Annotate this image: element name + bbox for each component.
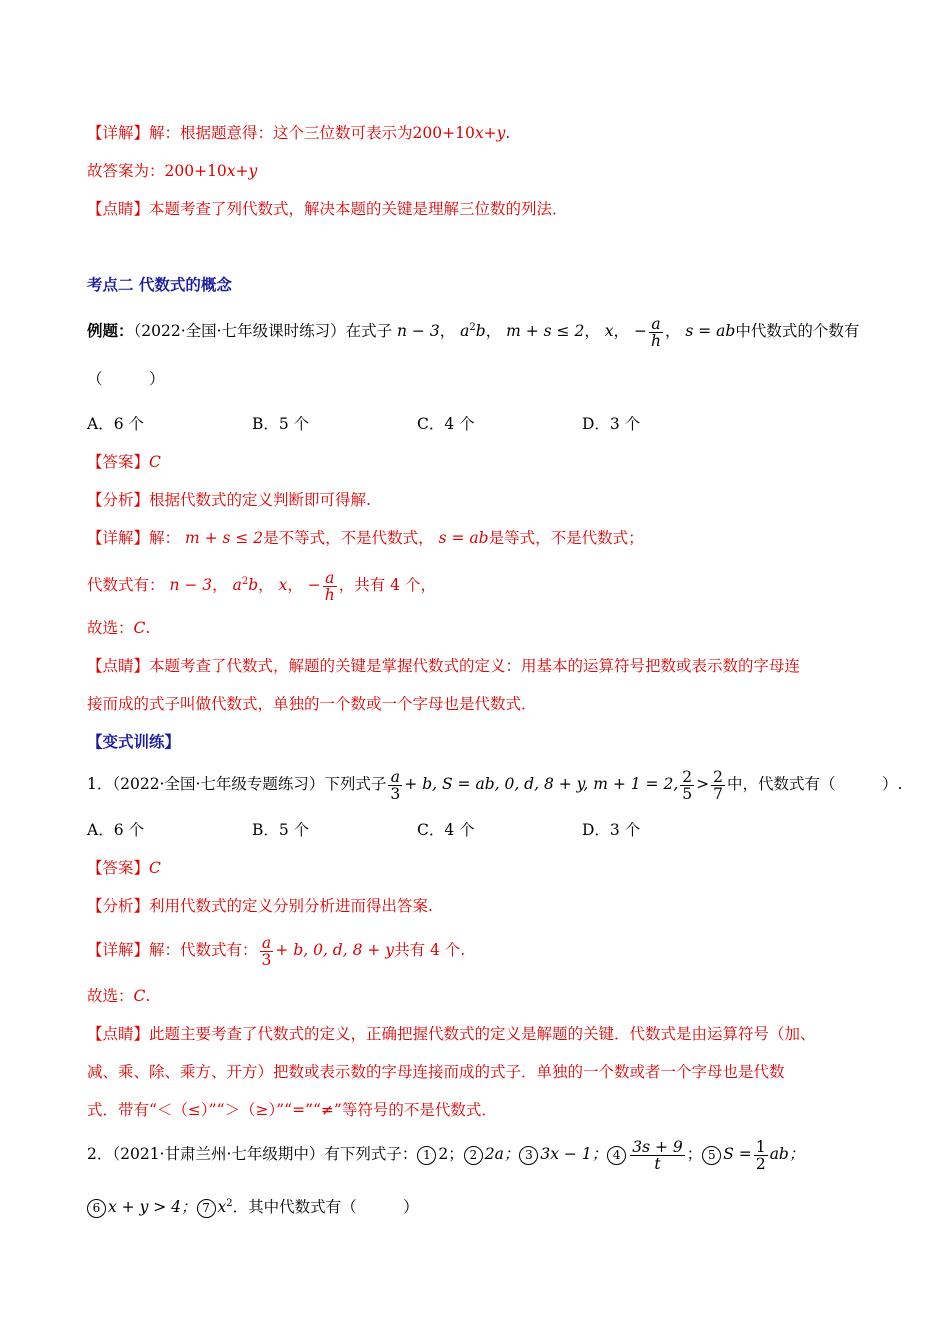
example-paren: （ ）: [87, 370, 165, 388]
q1-comment-line-b: 减、乘、除、乘方、开方）把数或表示数的字母连接而成的式子．单独的一个数或者一个字母也是代数: [87, 1063, 785, 1081]
variant-title: 【变式训练】: [87, 732, 181, 751]
fraction: $\frac{2}{5}$: [682, 767, 693, 803]
option-b: B．5 个: [252, 415, 310, 433]
comment-line-2b: 接而成的式子叫做代数式，单独的一个数或一个字母也是代数式．: [87, 695, 537, 713]
option-a: A．6 个: [87, 821, 144, 839]
question-2-cont: 6 x + y > 4； 7 $x^2$．其中代数式有（ ）: [87, 1193, 419, 1218]
analysis-line: 【分析】根据代数式的定义判断即可得解.: [87, 491, 371, 509]
fraction: $\frac{a}{h}$: [324, 568, 335, 604]
section-title: 考点二 代数式的概念: [87, 275, 232, 294]
fraction: $\frac{a}{h}$: [650, 314, 661, 350]
fraction: $\frac{a}{3}$: [390, 767, 401, 803]
q1-comment-line-c: 式．带有“＜（≤）”“＞（≥）”“=”“≠”等符号的不是代数式．: [87, 1101, 497, 1119]
example-options: [87, 413, 747, 435]
option-c: C．4 个: [417, 821, 475, 839]
comment-line-2a: 【点睛】本题考查了代数式，解题的关键是掌握代数式的定义：用基本的运算符号把数或表示数的字母连: [87, 657, 801, 675]
detail-line-1: 【详解】解：根据题意得：这个三位数可表示为200+10x+y.: [87, 124, 511, 142]
q1-select-line: 故选：C.: [87, 987, 151, 1005]
q1-comment-line-a: 【点睛】此题主要考查了代数式的定义，正确把握代数式的定义是解题的关键．代数式是由运算符号（加、: [87, 1025, 816, 1043]
q1-analysis-line: 【分析】利用代数式的定义分别分析进而得出答案.: [87, 897, 433, 915]
circled-number: 4: [607, 1146, 626, 1165]
fraction: $\frac{3s + 9}{t}$: [632, 1137, 683, 1173]
answer-line: 【答案】C: [87, 453, 161, 471]
option-c: C．4 个: [417, 415, 475, 433]
q1-detail-line: 【详解】解：代数式有： $\frac{a}{3}$ + b, 0, d, 8 + y共有 4 个.: [87, 933, 466, 969]
fraction: $\frac{a}{3}$: [261, 933, 272, 969]
fraction: $\frac{2}{7}$: [713, 767, 723, 803]
option-d: D．3 个: [582, 821, 641, 839]
question-1: 1．（2022·全国·七年级专题练习）下列式子 $\frac{a}{3}$ + b, S = ab, 0, d, 8 + y, m + 1 = 2, $\frac{2}{5}$ > $\frac{2}{7}$ 中，代数式有（ ）.: [87, 767, 903, 803]
circled-number: 5: [702, 1146, 721, 1165]
option-a: A．6 个: [87, 415, 144, 433]
algebraic-list: 代数式有： n − 3， $a^2b$， x， − $\frac{a}{h}$ ，共有 4 个，: [87, 568, 436, 604]
q1-answer-line: 【答案】C: [87, 859, 161, 877]
question-1-options: [87, 819, 747, 841]
circled-number: 3: [519, 1146, 538, 1165]
fraction: $\frac{1}{2}$: [755, 1137, 766, 1173]
example-question: 例题：（2022·全国·七年级课时练习）在式子 n − 3， $a^2b$， m + s ≤ 2， x， − $\frac{a}{h}$ ， s = ab中代数式的个数有: [87, 314, 860, 350]
option-d: D．3 个: [582, 415, 641, 433]
circled-number: 2: [464, 1146, 483, 1165]
answer-line-1: 故答案为：200+10x+y: [87, 162, 258, 180]
circled-number: 7: [197, 1199, 216, 1218]
detail-line-2: 【详解】解： m + s ≤ 2是不等式，不是代数式， s = ab是等式，不是代数式；: [87, 529, 644, 547]
comment-line-1: 【点睛】本题考查了列代数式，解决本题的关键是理解三位数的列法．: [87, 200, 568, 218]
question-2: 2．（2021·甘肃兰州·七年级期中）有下列式子： 1 2； 2 2a； 3 3x − 1； 4 $\frac{3s + 9}{t}$ ； 5 S = $\frac{1}{2}$ ab；: [87, 1137, 805, 1173]
circled-number: 6: [87, 1199, 106, 1218]
select-line: 故选：C.: [87, 619, 151, 637]
option-b: B．5 个: [252, 821, 310, 839]
circled-number: 1: [417, 1146, 436, 1165]
detail-tag: 【详解】: [87, 124, 150, 142]
